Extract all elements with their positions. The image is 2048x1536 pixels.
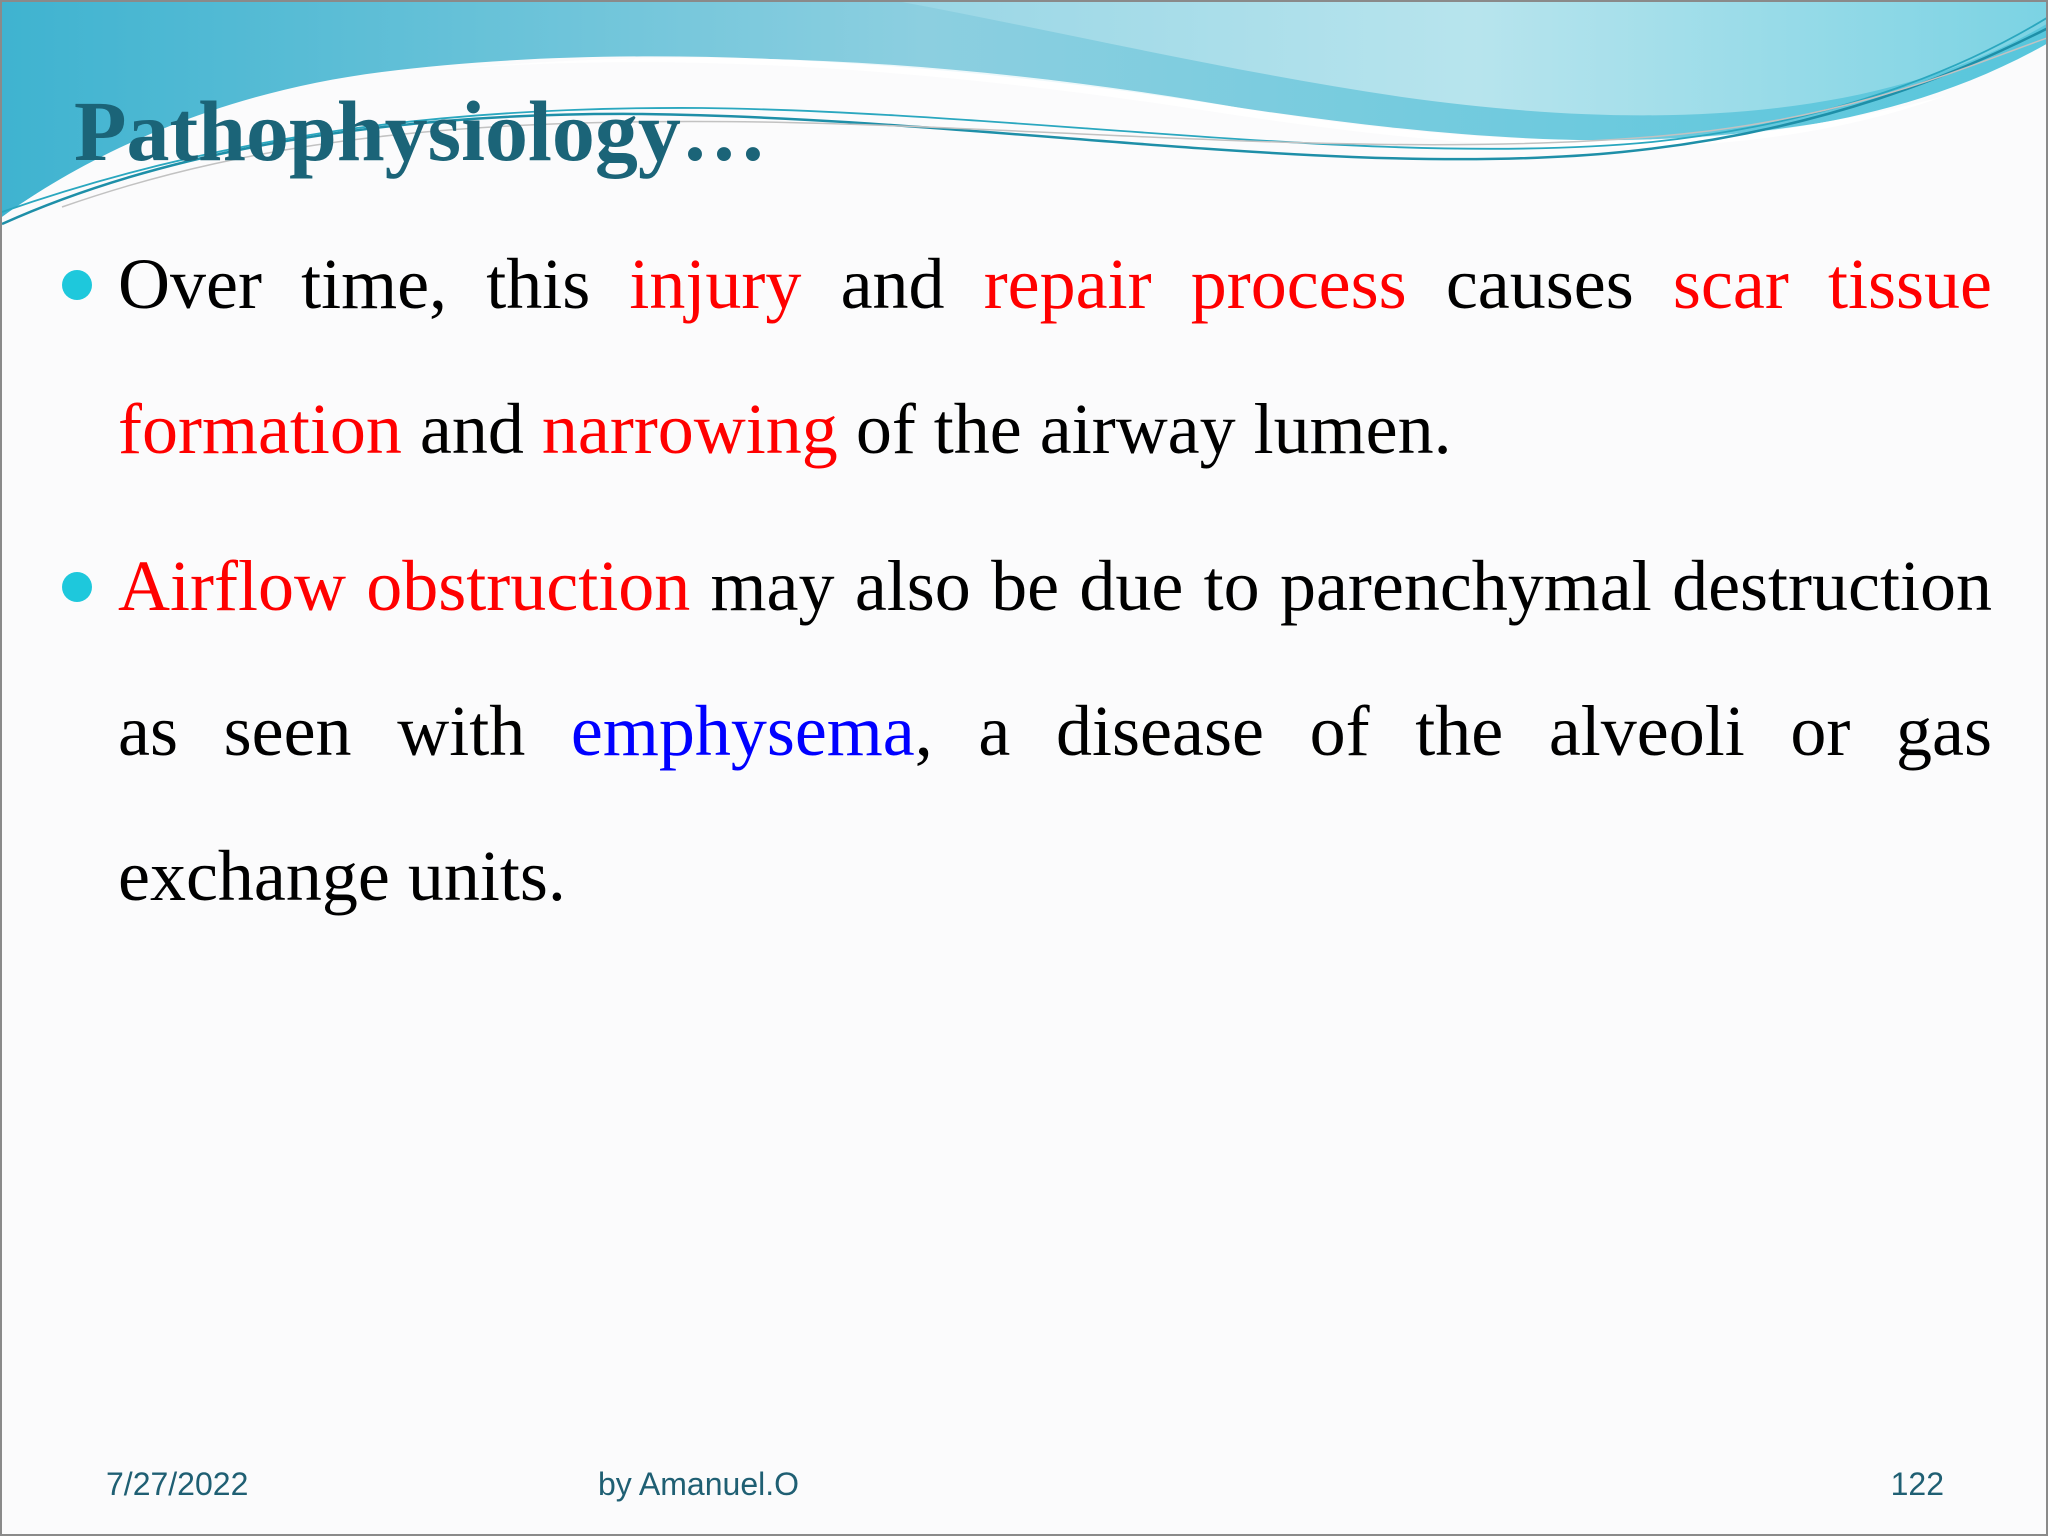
bullet-text: of the airway lumen. — [837, 389, 1452, 469]
footer-date: 7/27/2022 — [106, 1466, 249, 1502]
highlight-term: Airflow obstruction — [118, 546, 691, 626]
bullet-text: may also be due to parenchymal destruction as seen with — [118, 546, 1993, 771]
slide-title: Pathophysiology… — [74, 83, 767, 179]
bullet-item-airflow-obstruction — [118, 514, 1992, 949]
highlight-term-blue: emphysema — [570, 691, 915, 771]
bullet-dot-icon — [62, 270, 92, 300]
footer-author: by Amanuel.O — [598, 1466, 799, 1502]
highlight-term: scar tissue formation — [118, 244, 1992, 469]
highlight-term: repair process — [983, 244, 1407, 324]
highlight-term: injury — [629, 244, 802, 324]
bullet-text: causes — [1406, 244, 1673, 324]
bullet-text: and — [801, 244, 984, 324]
bullet-text: , a disease of the alveoli or gas exchange units. — [118, 691, 1992, 916]
bullet-text: Over time, this — [118, 244, 630, 324]
footer-page-number: 122 — [1890, 1466, 1944, 1502]
bullet-item-scar-tissue — [118, 212, 1992, 502]
bullet-dot-icon — [62, 572, 92, 602]
highlight-term: narrowing — [541, 389, 838, 469]
bullet-text: and — [401, 389, 542, 469]
bullet-list — [2, 2, 2048, 1536]
